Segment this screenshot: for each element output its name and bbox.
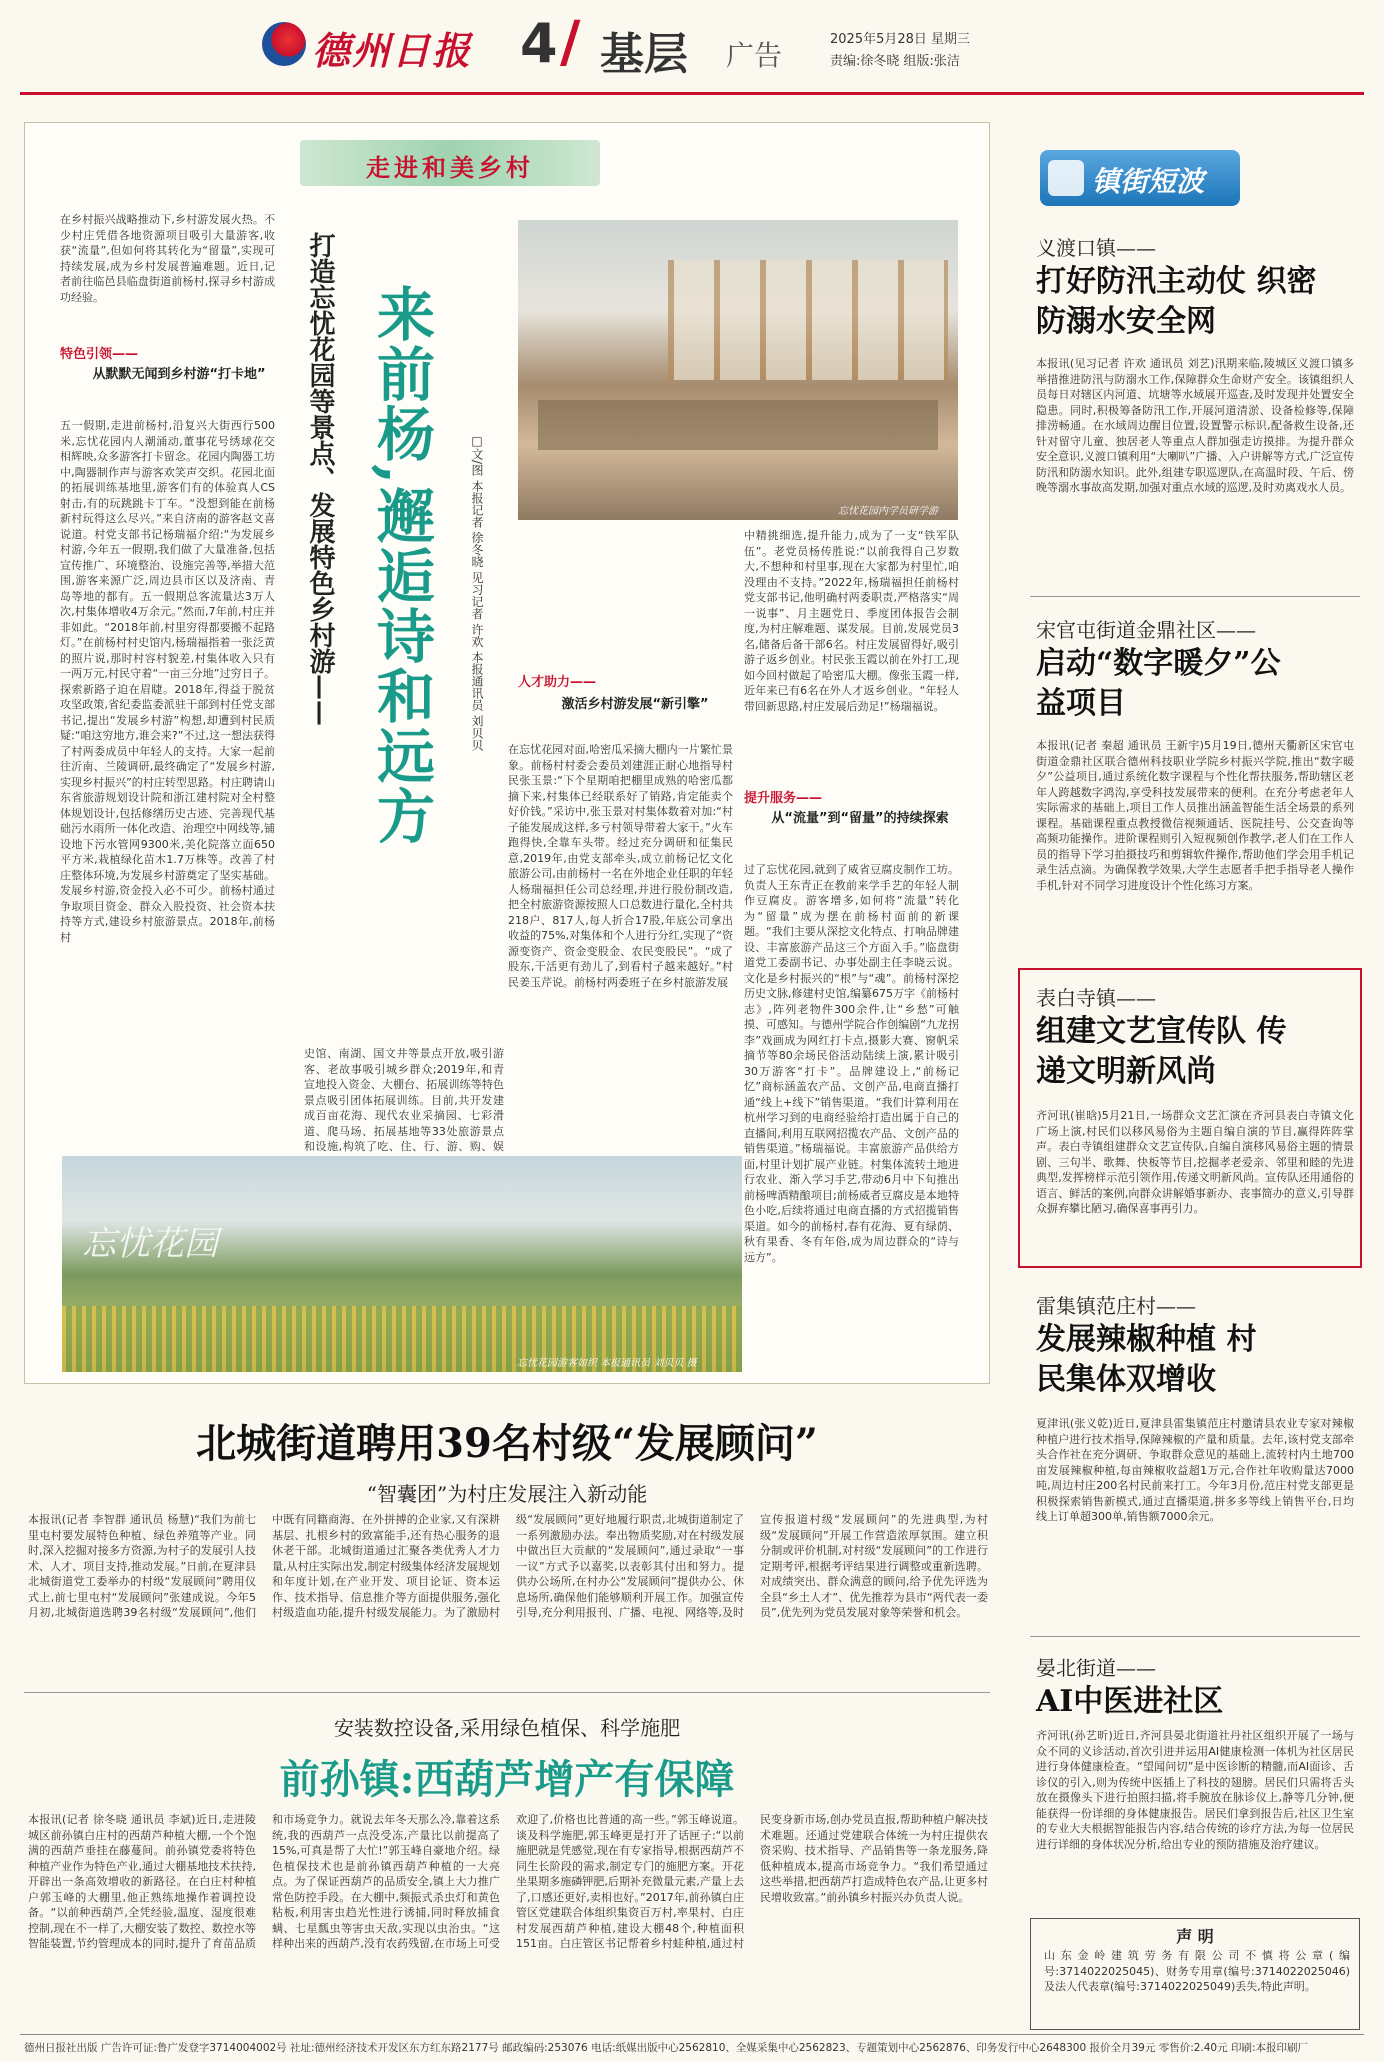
notice-title: 声 明 — [1176, 1927, 1214, 1946]
qiansun-headline: 前孙镇:西葫芦增产有保障 — [279, 1756, 735, 1803]
feature-headline: 来前杨,邂逅诗和远方 — [367, 284, 435, 847]
page-slash: / — [560, 10, 581, 75]
feature-byline: □文/图 本报记者 徐冬晓 见习记者 许欢 本报通讯员 刘贝贝 — [470, 434, 484, 751]
feature-photo-top-caption: 忘忧花园内学员研学游 — [838, 506, 938, 517]
feature-col3: 在忘忧花园对面,哈密瓜采摘大棚内一片繁忙景象。前杨村村委会委员刘建涯正耐心地指导村民张玉景:“下个星期咱把棚里成熟的哈密瓜都摘下来,村集体已经联系好了销路,肯定能卖个好价钱。”采访中,张玉景对村集体数着对加:“村子能发展成这样,多亏村领导带着大家干。”火车跑得快,全靠车头带。经过充分调研和征集民意,2019年,由党支部牵头,成立前杨记忆文化旅游公司,由前杨村一名在外地企业任职的年轻人杨瑞福担任公司总经理,并进行股份制改造,把全村旅游资源按照人口总数进行量化,全村共218户、817人,每人折合17股,年底公司拿出收益的75%,对集体和个人进行分红,实现了“资源变资产、资金变股金、农民变股民”。“成了股东,干活更有劲儿了,到看村子越来越好。”村民姜玉芹说。前杨村两委班子在乡村旅游发展 — [508, 743, 733, 989]
brief-4-place: 雷集镇范庄村—— — [1036, 1294, 1196, 1318]
feature-photo-top-shelves — [668, 260, 948, 380]
ad-tag: 广告 — [726, 39, 783, 72]
brief-1-body: 本报讯(见习记者 许欢 通讯员 刘艺)汛期来临,陵城区义渡口镇多举措推进防汛与防溺水工作,保障群众生命财产安全。该镇组织人员每日对辖区内河道、坑塘等水域展开巡查,及时发现并处置安全隐患。同时,积极筹备防汛工作,开展河道清淤、设备检修等,保障排涝畅通。在水域周边醒目位置,设置警示标识,配备救生设备,还针对留守儿童、独居老人等重点人群加强走访摸排。为提升群众安全意识,义渡口镇利用“大喇叭”广播、入户讲解等方式,广泛宣传防汛和防溺水知识。此外,组建专职巡逻队,在高温时段、午后、傍晚等溺水事故高发期,加强对重点水域的巡逻,及时劝离戏水人员。 — [1036, 357, 1354, 494]
issue-date: 2025年5月28日 星期三 — [830, 32, 971, 47]
qiansun-subhead: 安装数控设备,采用绿色植保、科学施肥 — [333, 1716, 681, 1740]
feature-intro: 在乡村振兴战略推动下,乡村游发展火热。不少村庄凭借各地资源项目吸引大量游客,收获“流量”,但如何将其转化为“留量”,实现可持续发展,成为乡村发展普遍难题。近日,记者前往临邑县临盘街道前杨村,探寻乡村游成功经验。 — [60, 213, 275, 304]
brief-5-title: AI中医进社区 — [1036, 1684, 1224, 1719]
feature-col4: 中精挑细选,提升能力,成为了一支“铁军队伍”。老党员杨传胜说:“以前我得自己岁数大,不想种和村里事,现在大家都为村里忙,咱没理由不支持。”2022年,杨瑞福担任前杨村党支部书记,他明确村两委职责,严格落实“周一说事”、月主题党日、季度团体报告会制度,为村庄解难题、谋发展。目前,发展党员3名,储备后备干部6名。村庄发展留得好,吸引游子返乡创业。村民张玉霞以前在外打工,现如今回村做起了哈密瓜大棚。像张玉霞一样,近年来已有6名在外人才返乡创业。“年轻人带回新思路,村庄发展后劲足!”杨瑞福说。 — [744, 529, 959, 713]
beicheng-divider — [24, 1692, 990, 1693]
brief-5-body: 齐河讯(孙艺昕)近日,齐河县晏北街道社丹社区组织开展了一场与众不同的义诊活动,首次引进并运用AI健康检测一体机为社区居民进行身体健康检查。“望闻问切”是中医诊断的精髓,而AI面诊、舌诊仪的引入,则为传统中医插上了科技的翅膀。居民们只需将舌头放在摄像头下进行拍照扫描,将手腕放在脉诊仪上,静等几分钟,便能获得一份详细的身体健康报告。居民们拿到报告后,社区卫生室的专业大夫根据智能报告内容,结合传统的诊疗方法,为每一位居民进行详细的身体状况分析,给出专业的预防措施及治疗建议。 — [1036, 1729, 1354, 1851]
brief-2-title: 启动“数字暖夕”公益项目 — [1036, 646, 1281, 721]
feature-photo-bottom-caption: 忘忧花园游客如织 本报通讯员 刘贝贝 摄 — [517, 1358, 697, 1369]
feature-subhead: 打造忘忧花园等景点、发展特色乡村游—— — [305, 232, 335, 726]
feature-sec1-label: 特色引领—— — [60, 347, 139, 362]
feature-sec3-title: 从“流量”到“留量”的持续探索 — [771, 811, 949, 826]
masthead — [0, 0, 1384, 92]
beicheng-headline: 北城街道聘用39名村级“发展顾问” — [196, 1420, 818, 1467]
editor-line: 责编:徐冬晓 组版:张洁 — [830, 54, 960, 69]
feature-sec3-label: 提升服务—— — [744, 791, 823, 806]
section-name: 基层 — [600, 29, 688, 80]
feature-sec1-title: 从默默无闻到乡村游“打卡地” — [92, 367, 266, 382]
feature-photo-bottom — [62, 1156, 742, 1372]
beicheng-body: 本报讯(记者 李智群 通讯员 杨慧)“我们为前七里屯村要发展特色种植、绿色养殖等产业。同时,深入挖掘对接多方资源,为村子的发展引人技术、人才、项目支持,推动发展。”日前,在夏津县北城街道党工委举办的村级“发展顾问”聘用仪式上,前七里屯村“发展顾问”张建成说。今年5月初,北城街道选聘39名村级“发展顾问”,他们中既有同籍商海、在外拼搏的企业家,又有深耕基层、扎根乡村的致富能手,还有热心服务的退休老干部。北城街道通过汇聚各类优秀人才力量,从村庄实际出发,制定村级集体经济发展规划和年度计划,在产业开发、项目论证、资本运作、技术指导、信息推介等方面提供服务,强化村级造血功能,提升村级发展能力。为了激励村级“发展顾问”更好地履行职责,北城街道制定了一系列激励办法。奉出物质奖励,对在村级发展中做出巨大贡献的“发展顾问”,通过录取“一事一议”方式予以嘉奖,以表彰其付出和努力。提供办公场所,在村办公“发展顾问”提供办公、休息场所,确保他们能够顺利开展工作。加强宣传引导,充分利用报刊、广播、电视、网络等,及时宣传报道村级“发展顾问”的先进典型,为村级“发展顾问”开展工作营造浓厚氛围。建立积分制或评价机制,对村级“发展顾问”的工作进行定期考评,根据考评结果进行调整或重新选聘。对成绩突出、群众满意的顾问,给予优先评选为全县“乡土人才”、优先推荐为县市“两代表一委员”,优先列为党员发展对象等荣誉和机会。 — [28, 1513, 988, 1619]
brief-4-body: 夏津讯(张义乾)近日,夏津县雷集镇范庄村邀请县农业专家对辣椒种植户进行技术指导,保障辣椒的产量和质量。去年,该村党支部牵头合作社在充分调研、争取群众意见的基础上,流转村内土地700亩发展辣椒种植,每亩辣椒收益超1万元,合作社年收购量达7000吨,周边村庄200名村民前来打工。今年3月份,范庄村党支部更是积极探索销售新模式,通过直播渠道,拼多多等线上销售平台,日均线上订单超300单,销售额7000余元。 — [1036, 1417, 1354, 1523]
feature-photo-bottom-sign: 忘忧花园 — [82, 1224, 218, 1264]
brief-divider-1 — [1030, 596, 1360, 597]
newspaper-logo-icon — [262, 22, 306, 66]
brief-2-place: 宋官屯街道金鼎社区—— — [1036, 618, 1256, 642]
brief-3-body: 齐河讯(崔晗)5月21日,一场群众文艺汇演在齐河县表白寺镇文化广场上演,村民们以移风易俗为主题自编自演的节目,赢得阵阵掌声。表白寺镇组建群众文艺宣传队,自编自演移风易俗主题的情景剧、三句半、歌舞、快板等节目,挖掘孝老爱亲、邻里和睦的先进典型,发挥榜样示范引领作用,传递文明新风尚。宣传队还用通俗的语言、鲜活的案例,向群众讲解婚事新办、丧事简办的意义,引导群众摒弃攀比陋习,确保喜事再引力。 — [1036, 1109, 1354, 1215]
feature-sec2-title: 激活乡村游发展“新引擎” — [561, 697, 709, 712]
feature-col1: 五一假期,走进前杨村,沿复兴大街西行500米,忘忧花园内人潮涌动,董事花号绣球花交相辉映,众多游客打卡留念。花园内陶器工坊中,陶器制作声与游客欢笑声交织。花园北面的拓展训练基地里,游客们有的体验真人CS射击,有的玩跳跳卡丁车。“没想到能在前杨新村玩得这么尽兴。”来自济南的游客赵文喜说道。村党支部书记杨瑞福介绍:“为发展乡村游,今年五一假期,我们做了大量准备,包括宣传推广、环境整治、设施完善等,举措大范围,游客来源广泛,周边县市区以及济南、青岛等地的都有。五一假期总客流量达3万人次,村集体增收4万余元。”然而,7年前,村庄并非如此。“2018年前,村里穷得都要搬不起路灯。”在前杨村村史馆内,杨瑞福指着一张泛黄的照片说,那时村容村貌差,村集体收入只有一两万元,村民守着“一亩三分地”过穷日子。探索新路子迫在眉睫。2018年,得益于脱贫攻坚政策,省纪委监委派驻干部到村任党支部书记,提出“发展乡村游”构想,却遭到村民质疑:“咱这穷地方,谁会来?”不过,这一想法获得了村两委成员中年轻人的支持。大家一起前往沂南、兰陵调研,最终确定了“发展乡村游,实现乡村振兴”的村庄转型思路。村庄聘请山东省旅游规划设计院和浙江建村院对全村整体规划设计,包括修缮历史古迹、完善现代基础污水雨所一体化改造、治理空中网线等,铺设地下污水管网9300米,美化院落立面650平方米,栽植绿化苗木1.7万株等。改善了村庄整体环境,为发展乡村游奠定了坚实基础。发展乡村游,资金投入必不可少。前杨村通过争取项目资金、群众入股投资、社会资本扶持等方式,建设乡村旅游景点。2018年,前杨村 — [60, 419, 275, 944]
masthead-rule — [20, 92, 1364, 95]
page-number: 4 — [520, 12, 558, 75]
brief-3-place: 表白寺镇—— — [1036, 986, 1156, 1010]
footer-rule — [20, 2034, 1364, 2035]
footer-text: 德州日报社出版 广告许可证:鲁广发登字3714004002号 社址:德州经济技术开发区东方红东路2177号 邮政编码:253076 电话:纸媒出版中心2562810、全媒采集中心2562823、专题策划中心2562876、印务发行中心2648300 报价全月39元 零售价:2.40元 印刷:本报印刷厂 — [24, 2042, 1308, 2054]
qiansun-body: 本报讯(记者 徐冬晓 通讯员 李斌)近日,走进陵城区前孙镇白庄村的西葫芦种植大棚,一个个饱满的西葫芦垂挂在藤蔓间。前孙镇党委将特色种植产业作为特色产业,通过大棚基地技术扶持,开辟出一条高效增收的新路径。在白庄村种植户郭玉峰的大棚里,他正熟练地操作着调控设备。“以前种西葫芦,全凭经验,温度、湿度很难控制,现在不一样了,大棚安装了数控、数控水等智能装置,节约管理成本的同时,提升了育苗品质和市场竞争力。就说去年冬天那么冷,靠着这系统,我的西葫芦一点没受冻,产量比以前提高了15%,可真是帮了大忙!”郭玉峰自豪地介绍。绿色植保技术也是前孙镇西葫芦种植的一大亮点。为了保证西葫芦的品质安全,镇上大力推广常色防控手段。在大棚中,频振式杀虫灯和黄色粘板,利用害虫趋光性进行诱捕,同时释放捕食螨、七星瓢虫等害虫天敌,实现以虫治虫。“这样种出来的西葫芦,没有农药残留,在市场上可受欢迎了,价格也比普通的高一些。”郭玉峰说道。谈及科学施肥,郭玉峰更是打开了话匣子:“以前施肥就是凭感觉,现在有专家指导,根据西葫芦不同生长阶段的需求,制定专门的施肥方案。开花坐果期多施磷钾肥,后期补充微量元素,产量上去了,口感还更好,卖相也好。”2017年,前孙镇白庄管区党建联合体组织集资百万村,率果村、白庄村发展西葫芦种植,建设大棚48个,种植面积151亩。白庄管区书记帮着乡村蛙种植,通过村民变身新市场,创办党员直报,帮助种植户解决技术难题。还通过党建联合体统一为村庄提供农资采购、技术指导、产品销售等一条龙服务,降低种植成本,提高市场竞争力。“我们希望通过这些举措,把西葫芦打造成特色农产品,让更多村民增收致富。”前孙镇乡村振兴办负责人说。 — [28, 1813, 988, 1950]
brief-3-title: 组建文艺宣传队 传递文明新风尚 — [1036, 1014, 1287, 1089]
feature-photo-top — [518, 220, 958, 520]
brief-4-title: 发展辣椒种植 村民集体双增收 — [1036, 1322, 1257, 1397]
feature-col5: 过了忘忧花园,就到了威省豆腐皮制作工坊。负责人王东青正在教前来学手艺的年轻人制作豆腐皮。游客增多,如何将“流量”转化为“留量”成为摆在前杨村面前的新课题。“我们主要从深挖文化特点、打响品牌建设、丰富旅游产品这三个方面入手。”临盘街道党工委副书记、办事处副主任李晓云说。文化是乡村振兴的“根”与“魂”。前杨村深挖历史文脉,修建村史馆,编纂675万字《前杨村志》,阵列老物件300余件,让“乡愁”可触摸、可感知。与德州学院合作创编剧“九龙拐李”戏画成为网红打卡点,摄影大赛、窗帆采摘节等80余场民俗活动陆续上演,累计吸引30万游客“打卡”。品牌建设上,“前杨记忆”商标涵盖农产品、文创产品,电商直播打通“线上+线下”销售渠道。“我们计算利用在杭州学习到的电商经验给打造出属于自己的直播间,利用互联网招揽农产品、文创产品的销售渠道。”杨瑞福说。丰富旅游产品供给方面,村里计划扩展产业链。村集体流转土地进行农业、渐入学习手艺,带动6月中下旬推出前杨啤酒精酿项目;前杨威者豆腐皮是本地特色小吃,后续将通过电商直播的方式招揽销售渠道。如今的前杨村,春有花海、夏有绿荫、秋有果香、冬有年俗,成为周边群众的“诗与远方”。 — [744, 863, 959, 1264]
feature-col2: 史馆、南湖、国文井等景点开放,吸引游客、老故事吸引城乡群众;2019年,和青宣地投入资金、大棚台、拓展训练等特色景点吸引团体拓展训练。目前,共开发建成百亩花海、现代农业采摘园、七彩滑道、爬马场、拓展基地等33处旅游景点和设施,构筑了吃、住、行、游、购、娱 — [304, 1047, 504, 1153]
briefs-logo-text: 镇街短波 — [1092, 165, 1205, 198]
brief-2-body: 本报讯(记者 秦超 通讯员 王新宇)5月19日,德州天衢新区宋官屯街道金鼎社区联合德州科技职业学院乡村振兴学院,推出“数字暖夕”公益项目,通过系统化数字课程与个性化帮扶服务,帮助辖区老年人跨越数字鸿沟,享受科技发展带来的便利。在充分考虑老年人实际需求的基础上,项目工作人员推出涵盖智能生活全场景的系列课程。基础课程重点教授微信视频通话、医院挂号、公交查询等高频功能操作。进阶课程则引入短视频创作教学,老人们在工作人员的指导下学习拍摄技巧和剪辑软件操作,帮助他们学会用手机记录生活点滴。为确保教学效果,大学生志愿者手把手指导老人操作手机,针对不同学习进度设计个性化练习方案。 — [1036, 739, 1354, 892]
feature-banner-text: 走进和美乡村 — [366, 153, 534, 182]
brief-1-title: 打好防汛主动仗 织密防溺水安全网 — [1036, 264, 1317, 339]
briefs-logo — [1040, 150, 1240, 206]
briefs-logo-icon — [1048, 160, 1084, 196]
newspaper-name: 德州日报 — [312, 28, 473, 73]
feature-sec2-label: 人才助力—— — [518, 675, 597, 690]
brief-1-place: 义渡口镇—— — [1036, 236, 1156, 260]
brief-divider-4 — [1030, 1636, 1360, 1637]
notice-body: 山东金岭建筑劳务有限公司不慎将公章(编号:3714022025045)、财务专用章(编号:3714022025046)及法人代表章(编号:3714022025049)丢失,特此声明。 — [1044, 1949, 1350, 1993]
brief-5-place: 晏北街道—— — [1036, 1656, 1156, 1680]
beicheng-subhead: “智囊团”为村庄发展注入新动能 — [366, 1482, 648, 1506]
feature-photo-top-table — [538, 400, 938, 450]
